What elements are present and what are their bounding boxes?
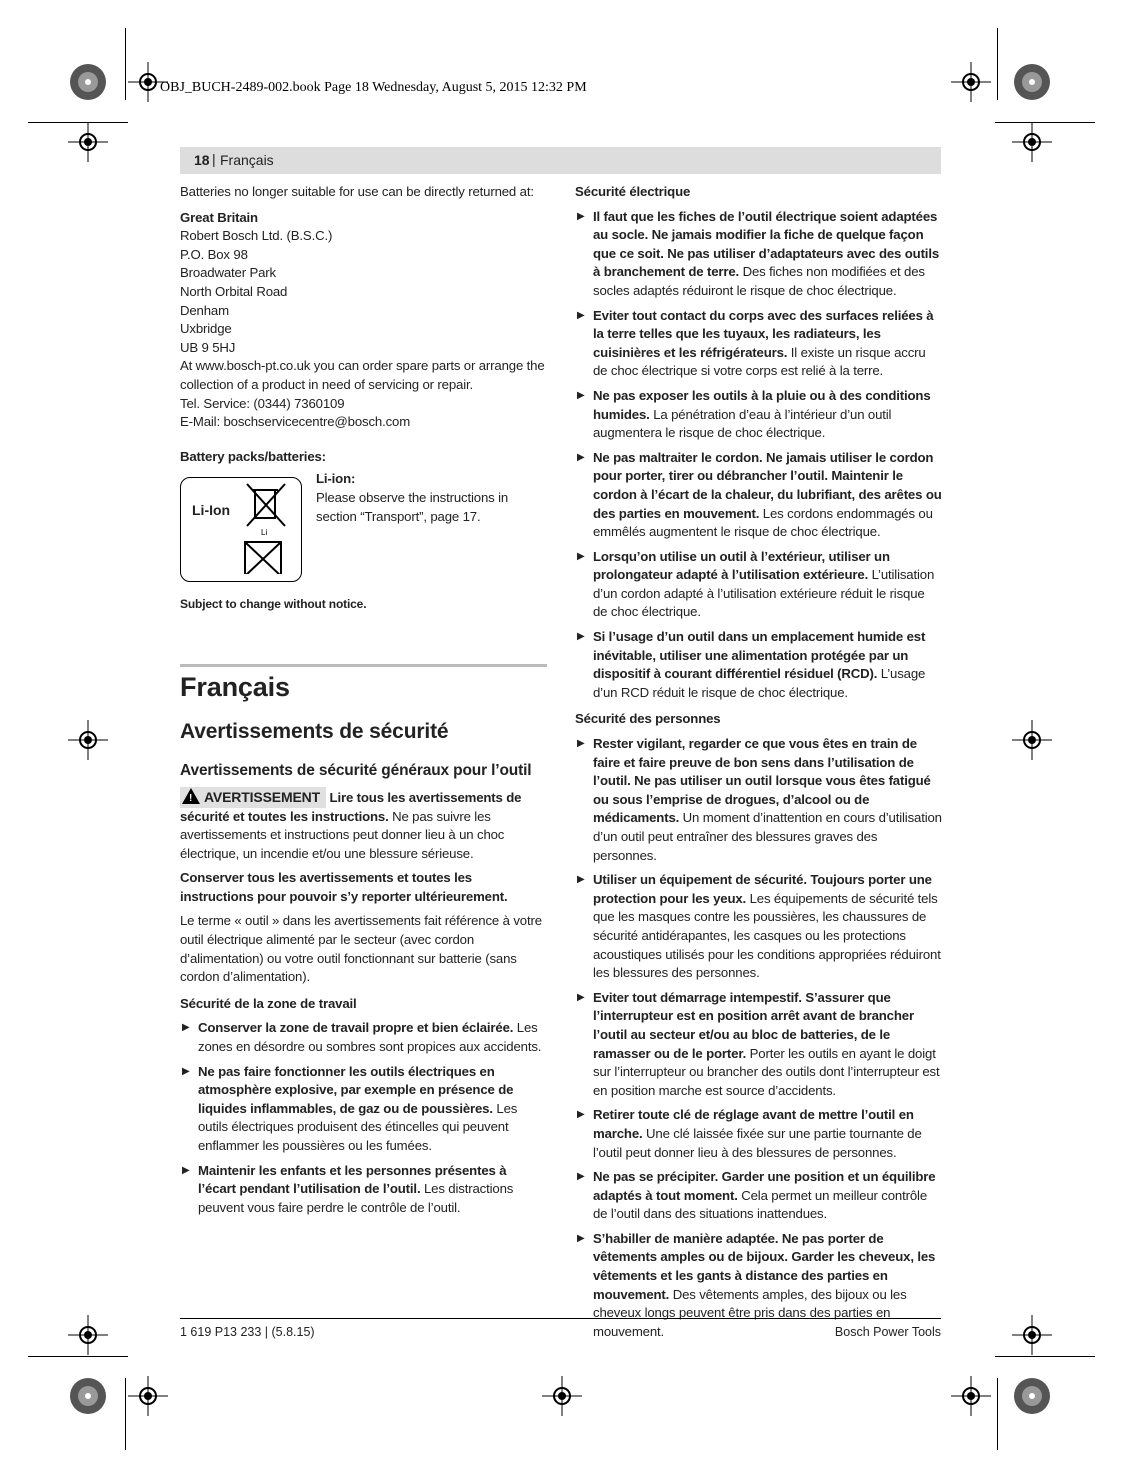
address-line: Robert Bosch Ltd. (B.S.C.)	[180, 228, 333, 244]
web-text: At www.bosch-pt.co.uk you can order spare parts or arrange the collection of a product in need of servicing or repair.	[180, 358, 545, 392]
list-item: ▶ Utiliser un équipement de sécurité. Toujours porter une protection pour les yeux. Les équipements de sécurité tels que les masques contre les poussières, les chaussures de sécurité antidérapantes, les casques ou les protections acoustiques utilisés pour les conditions appropriées réduiront les blessures des personnes.	[575, 871, 942, 983]
list-item: ▶ S’habiller de manière adaptée. Ne pas porter de vêtements amples ou de bijoux. Garder les cheveux, les vêtements et les gants à distance des parties en mouvement. Des vêtements amples, des bijoux ou les cheveux longs peuvent être pris dans des parties en mouvement.	[575, 1230, 942, 1342]
warning-icon: !	[182, 788, 200, 804]
list-item: ▶ Il faut que les fiches de l’outil électrique soient adaptées au socle. Ne jamais modifier la fiche de quelque façon que ce soit. Ne pas utiliser d’adaptateurs avec des outils à branchement de terre. Des fiches non modifiées et des socles adaptés réduiront le risque de choc électrique.	[575, 208, 942, 301]
liion-icon-label: Li-Ion	[192, 502, 231, 518]
general-heading: Avertissements de sécurité généraux pour l’outil	[180, 761, 532, 779]
color-wheel-mark	[68, 62, 108, 102]
file-slug: OBJ_BUCH-2489-002.book Page 18 Wednesday, August 5, 2015 12:32 PM	[160, 80, 587, 95]
list-item: ▶ Rester vigilant, regarder ce que vous êtes en train de faire et faire preuve de bon sens dans l’utilisation de l’outil. Ne pas utiliser un outil lorsque vous êtes fatigué ou sous l’emprise de drogues, d’alcool ou de médicaments. Un moment d’inattention en cours d’utilisation d’un outil peut entraîner des blessures graves des personnes.	[575, 735, 942, 865]
list-item: ▶ Maintenir les enfants et les personnes présentes à l’écart pendant l’utilisation de l’outil. Les distractions peuvent vous faire perdre le contrôle de l’outil.	[180, 1162, 547, 1218]
list-item: ▶ Si l’usage d’un outil dans un emplacement humide est inévitable, utiliser une alimentation protégée par un dispositif à courant différentiel résiduel (RCD). L’usage d’un RCD réduit le risque de choc électrique.	[575, 628, 942, 702]
registration-mark	[542, 1376, 582, 1416]
left-column	[180, 183, 547, 1217]
registration-mark	[68, 122, 108, 162]
registration-mark	[68, 720, 108, 760]
page-number: 18	[194, 152, 210, 168]
list-item: ▶ Conserver la zone de travail propre et bien éclairée. Les zones en désordre ou sombres sont propices aux accidents.	[180, 1019, 547, 1056]
warning-badge	[180, 787, 326, 808]
warning-text: Ne pas suivre les avertissements et instructions peut donner lieu à un choc électrique, un incendie et/ou une blessure sérieuse.	[180, 808, 505, 861]
page-footer	[180, 1318, 941, 1339]
notice-text: Subject to change without notice.	[180, 597, 367, 612]
registration-mark	[951, 62, 991, 102]
address-line: North Orbital Road	[180, 283, 288, 299]
header-language: Français	[220, 152, 274, 168]
registration-mark	[128, 1376, 168, 1416]
list-item: ▶ Lorsqu’on utilise un outil à l’extérieur, utiliser un prolongateur adapté à l’utilisation extérieure. L’utilisation d’un cordon adapté à l’utilisation extérieure réduit le risque de choc électrique.	[575, 548, 942, 622]
li-sublabel: Li	[261, 528, 268, 537]
registration-mark	[951, 1376, 991, 1416]
crossed-bin-icon	[243, 482, 291, 574]
color-wheel-mark	[1012, 1376, 1052, 1416]
language-title: Français	[180, 671, 290, 702]
address-line: Broadwater Park	[180, 265, 276, 281]
registration-mark	[1012, 122, 1052, 162]
footer-brand: Bosch Power Tools	[834, 1325, 941, 1339]
header-separator: |	[212, 151, 216, 167]
intro-text: Batteries no longer suitable for use can be directly returned at:	[180, 184, 534, 199]
battery-heading: Battery packs/batteries:	[180, 448, 326, 464]
address-line: Denham	[180, 302, 229, 318]
list-item: ▶ Eviter tout contact du corps avec des surfaces reliées à la terre telles que les tuyaux, les radiateurs, les cuisinières et les réfrigérateurs. Il existe un risque accru de choc électrique si votre corps est relié à la terre.	[575, 307, 942, 381]
address-line: UB 9 5HJ	[180, 339, 236, 355]
registration-mark	[1012, 1315, 1052, 1355]
color-wheel-mark	[68, 1376, 108, 1416]
registration-mark	[1012, 720, 1052, 760]
person-heading: Sécurité des personnes	[575, 711, 721, 727]
email-text: E-Mail: boschservicecentre@bosch.com	[180, 414, 411, 430]
color-wheel-mark	[1012, 62, 1052, 102]
list-item: ▶ Ne pas faire fonctionner les outils électriques en atmosphère explosive, par exemple en présence de liquides inflammables, de gaz ou de poussières. Les outils électriques produisent des étincelles qui peuvent enflammer les poussières ou les fumées.	[180, 1063, 547, 1156]
keep-instructions: Conserver tous les avertissements et toutes les instructions pour pouvoir s’y reporter ultérieurement.	[180, 870, 508, 904]
registration-mark	[68, 1315, 108, 1355]
address-line: Uxbridge	[180, 321, 232, 337]
list-item: ▶ Ne pas maltraiter le cordon. Ne jamais utiliser le cordon pour porter, tirer ou débrancher l’outil. Maintenir le cordon à l’écart de la chaleur, du lubrifiant, des arêtes ou des parties en mouvement. Les cordons endommagés ou emmêlés augmentent le risque de choc électrique.	[575, 449, 942, 542]
term-text: Le terme « outil » dans les avertissements fait référence à votre outil électrique alimenté par le secteur (avec cordon d’alimentation) ou votre outil fonctionnant sur batterie (sans cordon d’alimentation).	[180, 913, 542, 985]
battery-recycling-icon	[180, 477, 302, 582]
tel-text: Tel. Service: (0344) 7360109	[180, 395, 345, 411]
right-column	[575, 183, 942, 1341]
liion-heading: Li-ion:	[316, 471, 356, 487]
warning-label: AVERTISSEMENT	[204, 788, 321, 805]
work-heading: Sécurité de la zone de travail	[180, 995, 357, 1011]
list-item: ▶ Eviter tout démarrage intempestif. S’assurer que l’interrupteur est en position arrêt avant de brancher l’outil au secteur et/ou au bloc de batteries, de le ramasser ou de le porter. Porter les outils en ayant le doigt sur l’interrupteur ou brancher des outils dont l’interrupteur est en position marche est source d’accidents.	[575, 989, 942, 1101]
page-header	[180, 147, 941, 174]
footer-doc-number: 1 619 P13 233 | (5.8.15)	[180, 1325, 315, 1339]
list-item: ▶ Ne pas exposer les outils à la pluie ou à des conditions humides. La pénétration d’eau à l’intérieur d’un outil augmentera le risque de choc électrique.	[575, 387, 942, 443]
elec-heading: Sécurité électrique	[575, 184, 691, 199]
safety-heading: Avertissements de sécurité	[180, 719, 449, 743]
list-item: ▶ Ne pas se précipiter. Garder une position et un équilibre adaptés à tout moment. Cela permet un meilleur contrôle de l’outil dans des situations inattendues.	[575, 1168, 942, 1224]
list-item: ▶ Retirer toute clé de réglage avant de mettre l’outil en marche. Une clé laissée fixée sur une partie tournante de l’outil peut donner lieu à des blessures de personnes.	[575, 1106, 942, 1162]
address-line: P.O. Box 98	[180, 246, 248, 262]
country-heading: Great Britain	[180, 209, 258, 225]
liion-text: Please observe the instructions in section “Transport”, page 17.	[316, 489, 509, 524]
section-rule	[180, 664, 547, 667]
warning-bold: Lire tous les avertissements de sécurité et toutes les instructions.	[180, 789, 522, 824]
